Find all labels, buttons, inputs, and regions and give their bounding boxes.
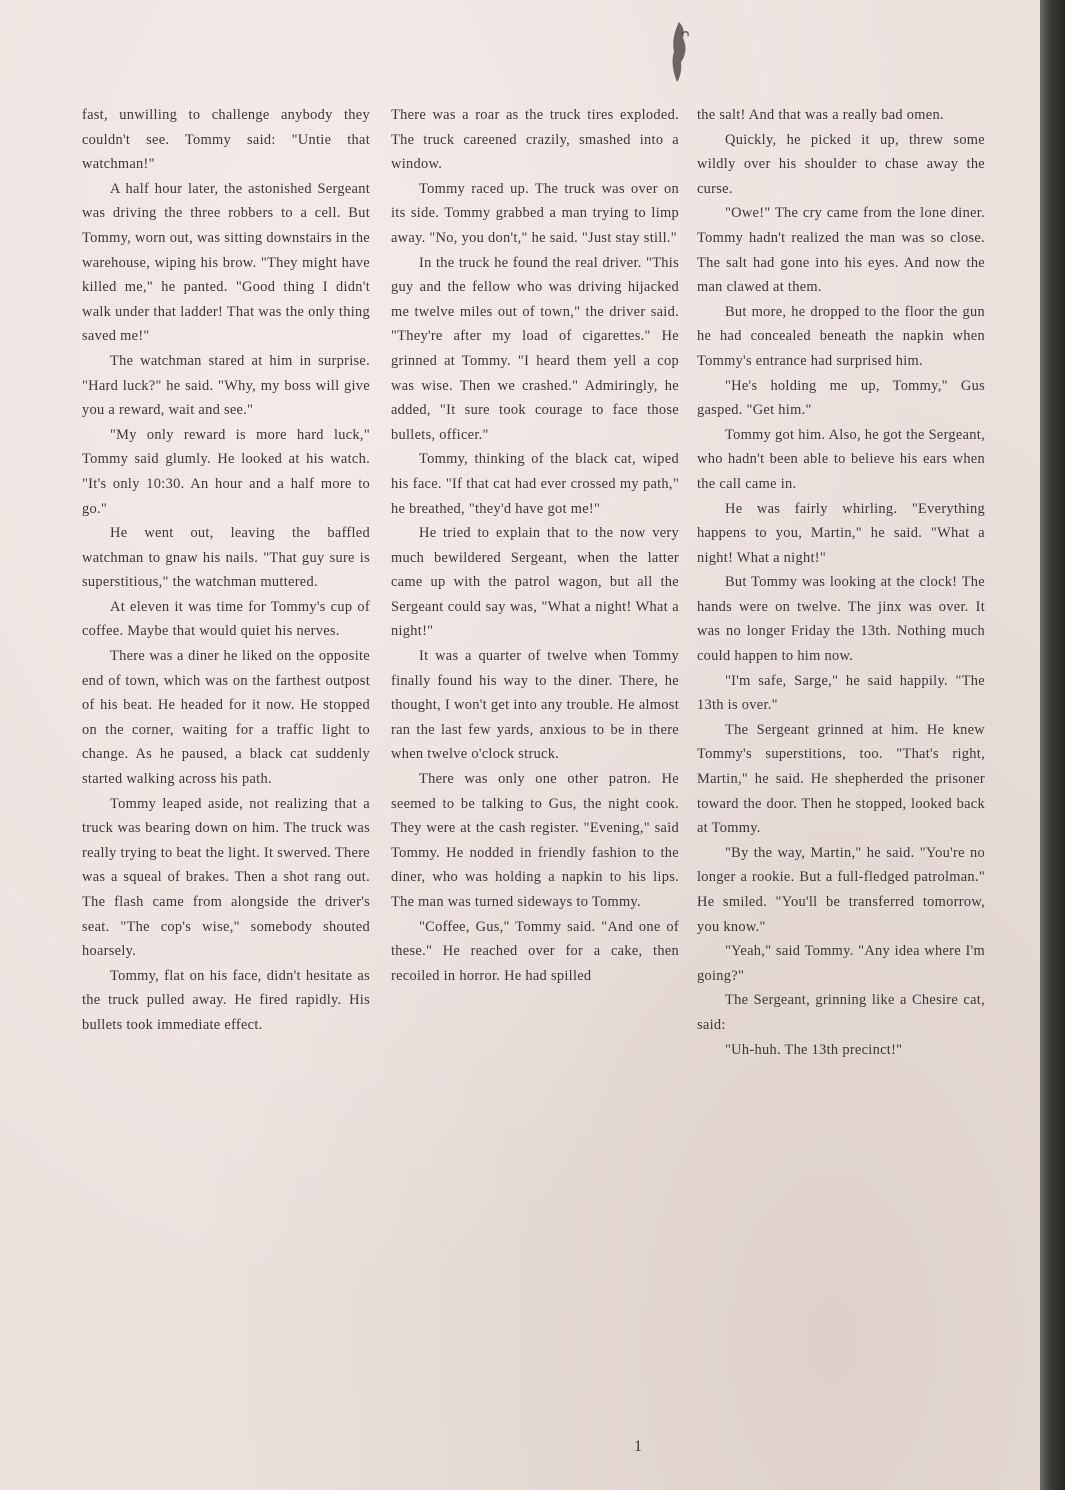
paragraph: A half hour later, the astonished Sergeant was driving the three robbers to a cell. But Tommy, worn out, was sitting downstairs in the warehouse, wiping his brow. "They might have killed me," he panted. "Good thing I didn't walk under that ladder! That was the only thing saved me!" — [82, 180, 370, 345]
paragraph: "Yeah," said Tommy. "Any idea where I'm going?" — [697, 943, 985, 984]
paragraph: At eleven it was time for Tommy's cup of coffee. Maybe that would quiet his nerves. — [82, 598, 370, 640]
text-column-1 — [82, 103, 370, 1038]
paragraph: "Owe!" The cry came from the lone diner. Tommy hadn't realized the man was so close. The salt had gone into his eyes. And now the man clawed at them. — [697, 205, 985, 296]
paragraph: But more, he dropped to the floor the gun he had concealed beneath the napkin when Tommy's entrance had surprised him. — [697, 303, 985, 369]
paragraph: He went out, leaving the baffled watchman to gnaw his nails. "That guy sure is superstitious," the watchman muttered. — [82, 525, 370, 591]
paragraph: Tommy, flat on his face, didn't hesitate as the truck pulled away. He fired rapidly. His bullets took immediate effect. — [82, 967, 370, 1033]
paragraph: "I'm safe, Sarge," he said happily. "The 13th is over." — [697, 672, 985, 714]
paragraph: Tommy leaped aside, not realizing that a truck was bearing down on him. The truck was really trying to beat the light. It swerved. There was a squeal of brakes. Then a shot rang out. The flash came from alongside the driver's seat. "The cop's wise," somebody shouted hoarsely. — [82, 795, 370, 960]
paragraph: He tried to explain that to the now very much bewildered Sergeant, when the latter came up with the patrol wagon, but all the Sergeant could say was, "What a night! What a night!" — [391, 525, 679, 640]
paragraph: Tommy raced up. The truck was over on its side. Tommy grabbed a man trying to limp away. "No, you don't," he said. "Just stay still." — [391, 180, 679, 246]
paragraph: "My only reward is more hard luck," Tommy said glumly. He looked at his watch. "It's only 10:30. An hour and a half more to go." — [82, 426, 370, 517]
page-number: 1 — [634, 1438, 642, 1455]
paragraph: It was a quarter of twelve when Tommy finally found his way to the diner. There, he thought, I won't get into any trouble. He almost ran the last few yards, anxious to be in there when twelve o'clock struck. — [391, 648, 679, 763]
paragraph: Tommy, thinking of the black cat, wiped his face. "If that cat had ever crossed my path," he breathed, "they'd have got me!" — [391, 451, 679, 517]
ink-blot-mark — [668, 20, 690, 86]
paragraph: The watchman stared at him in surprise. "Hard luck?" he said. "Why, my boss will give you a reward, wait and see." — [82, 352, 370, 419]
paragraph: Quickly, he picked it up, threw some wildly over his shoulder to chase away the curse. — [697, 131, 985, 197]
paragraph: There was a roar as the truck tires exploded. The truck careened crazily, smashed into a window. — [391, 107, 679, 173]
text-column-3 — [697, 103, 985, 1062]
text-column-2 — [391, 103, 679, 988]
book-edge-shadow — [1040, 0, 1065, 1490]
paragraph: He was fairly whirling. "Everything happens to you, Martin," he said. "What a night! What a night!" — [697, 500, 985, 566]
paragraph: Tommy got him. Also, he got the Sergeant, who hadn't been able to believe his ears when the call came in. — [697, 426, 985, 492]
paragraph: But Tommy was looking at the clock! The hands were on twelve. The jinx was over. It was no longer Friday the 13th. Nothing much could happen to him now. — [697, 574, 985, 665]
paragraph: The Sergeant, grinning like a Chesire cat, said: — [697, 992, 985, 1033]
paragraph: There was only one other patron. He seemed to be talking to Gus, the night cook. They were at the cash register. "Evening," said Tommy. He nodded in friendly fashion to the diner, who was holding a napkin to his lips. The man was turned sideways to Tommy. — [391, 771, 679, 910]
paragraph: fast, unwilling to challenge anybody they couldn't see. Tommy said: "Untie that watchman!" — [82, 107, 370, 173]
paragraph: "By the way, Martin," he said. "You're no longer a rookie. But a full-fledged patrolman." He smiled. "You'll be transferred tomorrow, you know." — [697, 844, 985, 935]
paragraph: "Coffee, Gus," Tommy said. "And one of these." He reached over for a cake, then recoiled in horror. He had spilled — [391, 918, 679, 984]
paragraph: The Sergeant grinned at him. He knew Tommy's superstitions, too. "That's right, Martin," he said. He shepherded the prisoner toward the door. Then he stopped, looked back at Tommy. — [697, 721, 985, 837]
paragraph: In the truck he found the real driver. "This guy and the fellow who was driving hijacked me twelve miles out of town," the driver said. "They're after my load of cigarettes." He grinned at Tommy. "I heard them yell a cop was wise. Then we crashed." Admiringly, he added, "It sure took courage to face those bullets, officer." — [391, 254, 679, 443]
paragraph: "Uh-huh. The 13th precinct!" — [725, 1041, 903, 1058]
paragraph: the salt! And that was a really bad omen. — [697, 107, 944, 123]
paragraph: "He's holding me up, Tommy," Gus gasped. "Get him." — [697, 377, 985, 419]
paragraph: There was a diner he liked on the opposite end of town, which was on the farthest outpost of his beat. He headed for it now. He stopped on the corner, waiting for a traffic light to change. As he paused, a black cat suddenly started walking across his path. — [82, 648, 370, 788]
